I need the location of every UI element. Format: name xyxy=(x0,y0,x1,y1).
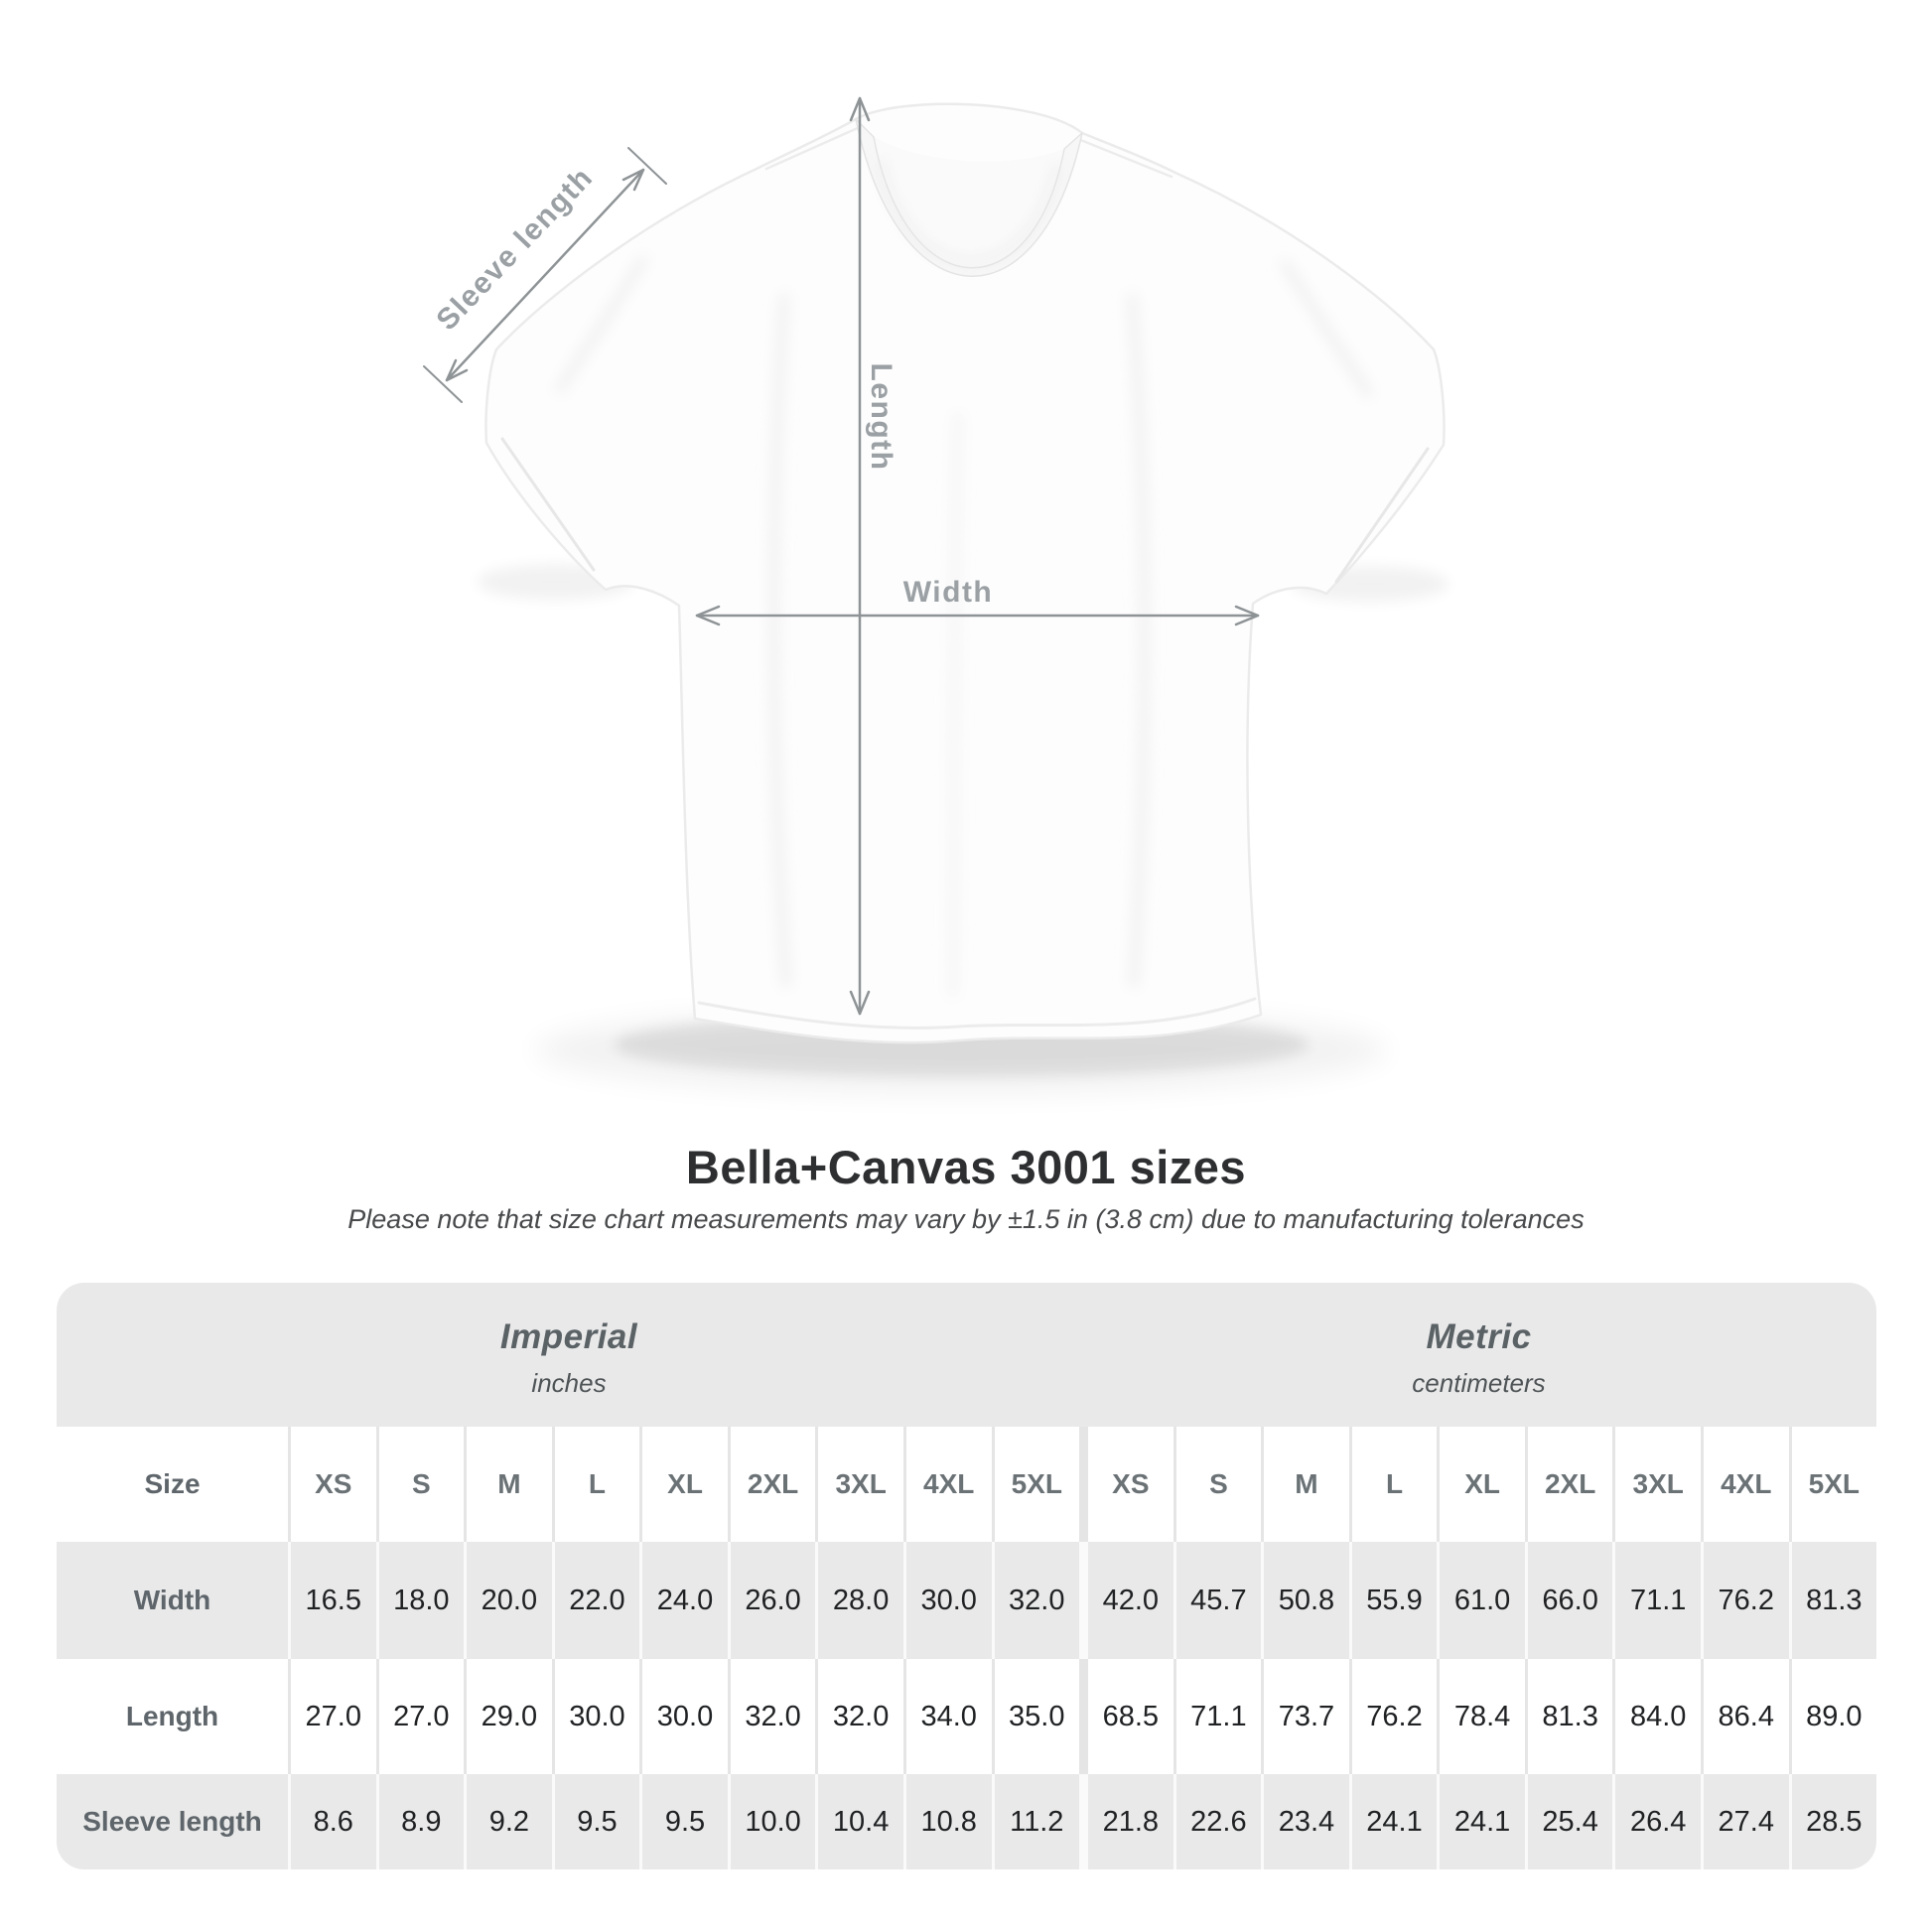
measurement-value: 10.8 xyxy=(903,1774,992,1869)
measurement-value: 10.4 xyxy=(815,1774,903,1869)
measurement-value: 30.0 xyxy=(639,1659,728,1774)
measurement-value: 84.0 xyxy=(1612,1659,1701,1774)
size-col-header-metric-s: S xyxy=(1173,1427,1262,1542)
metric-group-title: Metric xyxy=(1426,1316,1532,1356)
measurement-value: 45.7 xyxy=(1173,1542,1262,1659)
row-label: Width xyxy=(133,1585,211,1615)
measurement-value: 24.1 xyxy=(1349,1774,1438,1869)
size-col-header-imperial-l: L xyxy=(552,1427,640,1542)
sleeve-length-label: Sleeve length xyxy=(430,161,600,338)
measurement-value: 35.0 xyxy=(992,1659,1080,1774)
measurement-value: 27.4 xyxy=(1701,1774,1789,1869)
measurement-value: 78.4 xyxy=(1437,1659,1525,1774)
measurement-value: 16.5 xyxy=(288,1542,376,1659)
measurement-value: 30.0 xyxy=(552,1659,640,1774)
size-column-header: Size xyxy=(144,1468,201,1499)
measurement-value: 21.8 xyxy=(1079,1774,1173,1869)
unit-group-header-row xyxy=(57,1283,1876,1427)
measurement-value: 8.6 xyxy=(288,1774,376,1869)
size-col-header-imperial-2xl: 2XL xyxy=(728,1427,816,1542)
measurement-value: 76.2 xyxy=(1349,1659,1438,1774)
measurement-value: 28.5 xyxy=(1789,1774,1877,1869)
size-table xyxy=(57,1283,1876,1869)
imperial-group-header xyxy=(57,1283,1081,1427)
measurement-value: 27.0 xyxy=(288,1659,376,1774)
size-col-header-imperial-5xl: 5XL xyxy=(992,1427,1080,1542)
measurement-value: 61.0 xyxy=(1437,1542,1525,1659)
measurement-value: 86.4 xyxy=(1701,1659,1789,1774)
measurement-value: 20.0 xyxy=(464,1542,552,1659)
size-col-header-metric-3xl: 3XL xyxy=(1612,1427,1701,1542)
measurement-value: 26.4 xyxy=(1612,1774,1701,1869)
measurement-value: 32.0 xyxy=(815,1659,903,1774)
metric-group-unit: centimeters xyxy=(1412,1367,1546,1398)
measurement-value: 28.0 xyxy=(815,1542,903,1659)
measurement-value: 42.0 xyxy=(1079,1542,1173,1659)
measurement-value: 89.0 xyxy=(1789,1659,1877,1774)
page-title: Bella+Canvas 3001 sizes xyxy=(685,1141,1247,1193)
size-col-header-imperial-4xl: 4XL xyxy=(903,1427,992,1542)
size-col-header-metric-2xl: 2XL xyxy=(1525,1427,1613,1542)
size-col-header-imperial-s: S xyxy=(376,1427,465,1542)
measurement-value: 71.1 xyxy=(1173,1659,1262,1774)
measurement-value: 29.0 xyxy=(464,1659,552,1774)
tolerance-note: Please note that size chart measurements may vary by ±1.5 in (3.8 cm) due to manufacturing tolerances xyxy=(347,1204,1585,1234)
measurement-value: 9.2 xyxy=(464,1774,552,1869)
size-col-header-imperial-m: M xyxy=(464,1427,552,1542)
measurement-value: 24.1 xyxy=(1437,1774,1525,1869)
size-col-header-metric-l: L xyxy=(1349,1427,1438,1542)
imperial-group-unit: inches xyxy=(531,1367,607,1398)
measurement-value: 9.5 xyxy=(552,1774,640,1869)
measurement-value: 10.0 xyxy=(728,1774,816,1869)
size-col-header-imperial-xs: XS xyxy=(288,1427,376,1542)
row-label: Sleeve length xyxy=(82,1806,262,1837)
measurement-value: 34.0 xyxy=(903,1659,992,1774)
measurement-value: 27.0 xyxy=(376,1659,465,1774)
size-col-header-metric-4xl: 4XL xyxy=(1701,1427,1789,1542)
size-col-header-metric-xl: XL xyxy=(1437,1427,1525,1542)
width-label: Width xyxy=(902,576,994,609)
metric-group-header xyxy=(1081,1283,1876,1427)
measurement-value: 30.0 xyxy=(903,1542,992,1659)
size-header-row xyxy=(57,1427,1876,1542)
measurement-value: 32.0 xyxy=(728,1659,816,1774)
size-col-header-metric-5xl: 5XL xyxy=(1789,1427,1877,1542)
size-col-header-metric-m: M xyxy=(1261,1427,1349,1542)
measurement-value: 55.9 xyxy=(1349,1542,1438,1659)
measurement-value: 50.8 xyxy=(1261,1542,1349,1659)
measurement-value: 76.2 xyxy=(1701,1542,1789,1659)
measurement-value: 22.6 xyxy=(1173,1774,1262,1869)
size-col-header-metric-xs: XS xyxy=(1079,1427,1173,1542)
measurement-value: 22.0 xyxy=(552,1542,640,1659)
imperial-group-title: Imperial xyxy=(499,1316,638,1356)
size-col-header-imperial-xl: XL xyxy=(639,1427,728,1542)
measurement-value: 11.2 xyxy=(992,1774,1080,1869)
table-row-width xyxy=(57,1542,1876,1659)
measurement-value: 66.0 xyxy=(1525,1542,1613,1659)
measurement-value: 32.0 xyxy=(992,1542,1080,1659)
size-col-header-imperial-3xl: 3XL xyxy=(815,1427,903,1542)
table-row-length xyxy=(57,1659,1876,1774)
measurement-value: 23.4 xyxy=(1261,1774,1349,1869)
measurement-value: 9.5 xyxy=(639,1774,728,1869)
measurement-value: 8.9 xyxy=(376,1774,465,1869)
table-row-sleeve-length xyxy=(57,1774,1876,1869)
measurement-value: 26.0 xyxy=(728,1542,816,1659)
measurement-value: 81.3 xyxy=(1789,1542,1877,1659)
measurement-value: 68.5 xyxy=(1079,1659,1173,1774)
row-label: Length xyxy=(125,1701,219,1731)
length-label: Length xyxy=(865,362,897,472)
measurement-value: 73.7 xyxy=(1261,1659,1349,1774)
measurement-value: 24.0 xyxy=(639,1542,728,1659)
measurement-value: 18.0 xyxy=(376,1542,465,1659)
measurement-value: 25.4 xyxy=(1525,1774,1613,1869)
measurement-value: 71.1 xyxy=(1612,1542,1701,1659)
measurement-value: 81.3 xyxy=(1525,1659,1613,1774)
